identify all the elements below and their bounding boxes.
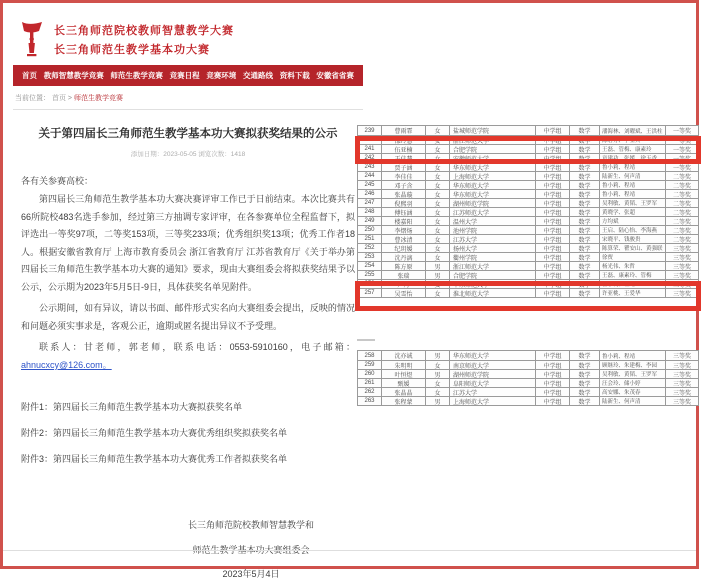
cell-group: 中学组 bbox=[536, 351, 570, 360]
attachment-3: 附件3：第四届长三角师范生教学基本功大赛优秀工作者拟获奖名单 bbox=[21, 454, 288, 465]
cell-no: 240 bbox=[358, 136, 382, 144]
cell-no: 258 bbox=[358, 351, 382, 360]
cell-group: 中学组 bbox=[536, 361, 570, 369]
breadcrumb bbox=[15, 93, 361, 103]
cell-gender: 女 bbox=[426, 235, 450, 243]
cell-group: 中学组 bbox=[536, 172, 570, 180]
nav-item-anhui-contest[interactable]: 安徽省省赛 bbox=[316, 71, 354, 80]
table-row bbox=[358, 207, 698, 216]
cell-gender: 女 bbox=[426, 226, 450, 234]
cell-award: 三等奖 bbox=[672, 390, 691, 397]
cell-school: 合肥学院 bbox=[450, 145, 536, 153]
cell-no: 242 bbox=[358, 154, 382, 162]
cell-subject: 数学 bbox=[570, 361, 600, 369]
cell-no: 255 bbox=[358, 271, 382, 279]
breadcrumb-separator: > bbox=[67, 95, 72, 102]
cell-school: 衢州学院 bbox=[450, 253, 536, 261]
cell-school: 浙江师范大学 bbox=[450, 136, 536, 144]
attachment-2: 附件2：第四届长三角师范生教学基本功大赛优秀组织奖拟获奖名单 bbox=[21, 428, 288, 439]
cell-award: 二等奖 bbox=[672, 219, 691, 226]
cell-advisors: 鲁小莉、程靖 bbox=[600, 280, 666, 288]
email-link[interactable]: ahnucxcy@126.com。 bbox=[21, 359, 112, 370]
cell-no: 247 bbox=[358, 199, 382, 207]
cell-subject: 数学 bbox=[570, 235, 600, 243]
cell-subject: 数学 bbox=[570, 226, 600, 234]
cell-school: 华东师范大学 bbox=[450, 190, 536, 198]
cell-gender: 女 bbox=[426, 208, 450, 216]
cell-name: 傅钰涵 bbox=[382, 208, 426, 216]
cell-group: 中学组 bbox=[536, 199, 570, 207]
cell-group: 中学组 bbox=[536, 136, 570, 144]
nav-item-environment[interactable]: 竞赛环境 bbox=[206, 71, 237, 80]
cell-gender: 男 bbox=[426, 351, 450, 360]
cell-advisors: 陆新生、何声清 bbox=[600, 397, 666, 405]
cell-gender: 女 bbox=[426, 172, 450, 180]
cell-advisors: 王磊、康素玲、管梅 bbox=[600, 271, 666, 279]
cell-gender: 女 bbox=[426, 126, 450, 135]
cell-group: 中学组 bbox=[536, 253, 570, 261]
table-row bbox=[358, 378, 698, 387]
cell-group: 中学组 bbox=[536, 244, 570, 252]
table-row bbox=[358, 135, 698, 144]
table-row bbox=[358, 288, 698, 297]
cell-school: 华东师范大学 bbox=[450, 181, 536, 189]
cell-subject: 数学 bbox=[570, 244, 600, 252]
breadcrumb-divider bbox=[13, 109, 363, 110]
cell-advisors: 黄晓学、张超 bbox=[600, 208, 666, 216]
signature-line2: 师范生教学基本功大赛组委会 bbox=[192, 544, 310, 555]
torch-icon bbox=[19, 21, 45, 57]
cell-school: 温州大学 bbox=[450, 217, 536, 225]
cell-award: 三等奖 bbox=[672, 282, 691, 289]
cell-no: 263 bbox=[358, 397, 382, 405]
cell-no: 253 bbox=[358, 253, 382, 261]
cell-school: 江苏师范大学 bbox=[450, 208, 536, 216]
cell-school: 南京师范大学 bbox=[450, 361, 536, 369]
cell-name: 邵玲慧 bbox=[382, 136, 426, 144]
cell-school: 湖州师范学院 bbox=[450, 199, 536, 207]
cell-name: 李熠炀 bbox=[382, 226, 426, 234]
cell-award: 二等奖 bbox=[672, 174, 691, 181]
cell-gender: 男 bbox=[426, 262, 450, 270]
cell-advisors: 方均斌 bbox=[600, 217, 666, 225]
cell-award: 一等奖 bbox=[672, 156, 691, 163]
cell-advisors: 吴利敏、黄韬、王罗军 bbox=[600, 370, 666, 378]
cell-name: 邓子含 bbox=[382, 181, 426, 189]
site-title-line1: 长三角师范院校教师智慧教学大赛 bbox=[54, 24, 234, 37]
cell-group: 中学组 bbox=[536, 145, 570, 153]
cell-subject: 数学 bbox=[570, 163, 600, 171]
cell-advisors: 宋晓平、钱骏贵 bbox=[600, 235, 666, 243]
cell-group: 中学组 bbox=[536, 226, 570, 234]
salutation: 各有关参赛高校： bbox=[21, 176, 94, 186]
cell-advisors: 汪会玲、储小婷 bbox=[600, 379, 666, 387]
cell-subject: 数学 bbox=[570, 271, 600, 279]
cell-school: 江苏大学 bbox=[450, 388, 536, 396]
cell-name: 朱明明 bbox=[382, 361, 426, 369]
cell-gender: 女 bbox=[426, 361, 450, 369]
cell-name: 沈亦诚 bbox=[382, 351, 426, 360]
cell-award: 一等奖 bbox=[672, 165, 691, 172]
cell-gender: 女 bbox=[426, 145, 450, 153]
cell-name: 叶恒煜 bbox=[382, 370, 426, 378]
cell-advisors: 吴利敏、黄韬、王罗军 bbox=[600, 199, 666, 207]
cell-school: 盐城师范学院 bbox=[450, 126, 536, 135]
award-table-2 bbox=[357, 350, 699, 406]
table-row bbox=[358, 234, 698, 243]
cell-award: 二等奖 bbox=[672, 237, 691, 244]
cell-name: 纪玥媛 bbox=[382, 244, 426, 252]
cell-school: 淮北师范大学 bbox=[450, 289, 536, 297]
cell-gender: 女 bbox=[426, 190, 450, 198]
table-row bbox=[358, 396, 698, 405]
cell-no: 262 bbox=[358, 388, 382, 396]
cell-award: 三等奖 bbox=[672, 372, 691, 379]
award-table-1 bbox=[357, 125, 699, 298]
cell-award: 二等奖 bbox=[672, 228, 691, 235]
cell-gender: 女 bbox=[426, 289, 450, 297]
cell-subject: 数学 bbox=[570, 199, 600, 207]
cell-gender: 女 bbox=[426, 379, 450, 387]
cell-gender: 女 bbox=[426, 181, 450, 189]
cell-advisors: 鲁小莉、程靖 bbox=[600, 163, 666, 171]
cell-school: 上海师范大学 bbox=[450, 172, 536, 180]
attachment-1: 附件1：第四届长三角师范生教学基本功大赛拟获奖名单 bbox=[21, 402, 243, 413]
cell-school: 浙江师范大学 bbox=[450, 262, 536, 270]
cell-subject: 数学 bbox=[570, 397, 600, 405]
site-title-line2: 长三角师范生教学基本功大赛 bbox=[54, 43, 210, 56]
cell-name: 张程蒙 bbox=[382, 397, 426, 405]
cell-no: 250 bbox=[358, 226, 382, 234]
nav-item-schedule[interactable]: 竞赛日程 bbox=[169, 71, 200, 80]
table-row bbox=[358, 252, 698, 261]
cell-advisors: 王启、陆心怡、李海燕 bbox=[600, 226, 666, 234]
table-row bbox=[358, 126, 698, 135]
cell-gender: 女 bbox=[426, 388, 450, 396]
signature-line1: 长三角师范院校教师智慧教学和 bbox=[187, 520, 314, 531]
cell-award: 三等奖 bbox=[672, 381, 691, 388]
cell-name: 贾子涵 bbox=[382, 163, 426, 171]
breadcrumb-label: 当前位置： bbox=[15, 95, 50, 102]
cell-school: 华东师范大学 bbox=[450, 351, 536, 360]
cell-name: 倪熙羽 bbox=[382, 199, 426, 207]
cell-advisors: 陈碧芬、李金其 bbox=[600, 136, 666, 144]
cell-award: 三等奖 bbox=[672, 291, 691, 298]
article bbox=[13, 125, 363, 586]
cell-group: 中学组 bbox=[536, 271, 570, 279]
contact-text: 联系人：甘老师，郭老师，联系电话：0553-5910160，电子邮箱： bbox=[39, 342, 355, 353]
breadcrumb-current: 师范生教学竞赛 bbox=[73, 95, 123, 102]
table-row bbox=[358, 243, 698, 252]
cell-school: 安徽师范大学 bbox=[450, 154, 536, 162]
cell-gender: 女 bbox=[426, 163, 450, 171]
cell-subject: 数学 bbox=[570, 145, 600, 153]
cell-subject: 数学 bbox=[570, 289, 600, 297]
cell-advisors: 鲁小莉、程靖 bbox=[600, 190, 666, 198]
cell-school: 上海师范大学 bbox=[450, 397, 536, 405]
cell-name: 张晶晶 bbox=[382, 388, 426, 396]
table-row bbox=[358, 171, 698, 180]
article-title: 关于第四届长三角师范生教学基本功大赛拟获奖结果的公示 bbox=[38, 128, 338, 140]
cell-advisors: 王磊、管梅、康素玲 bbox=[600, 145, 666, 153]
cell-gender: 女 bbox=[426, 280, 450, 288]
table-row bbox=[358, 369, 698, 378]
cell-subject: 数学 bbox=[570, 208, 600, 216]
cell-name: 陈方原 bbox=[382, 262, 426, 270]
cell-no: 252 bbox=[358, 244, 382, 252]
cell-no: 248 bbox=[358, 208, 382, 216]
cell-no: 239 bbox=[358, 126, 382, 135]
signature-line3: 2023年5月4日 bbox=[222, 569, 280, 580]
paragraph-contact bbox=[21, 339, 355, 374]
cell-school: 池州学院 bbox=[450, 226, 536, 234]
cell-subject: 数学 bbox=[570, 388, 600, 396]
cell-no: 259 bbox=[358, 361, 382, 369]
site-header bbox=[13, 11, 363, 65]
cell-group: 中学组 bbox=[536, 154, 570, 162]
cell-advisors: 鲁小莉、程靖 bbox=[600, 351, 666, 360]
cell-advisors: 章建功、张媛、徐玉香 bbox=[600, 154, 666, 162]
cell-award: 二等奖 bbox=[672, 183, 691, 190]
nav-item-home[interactable]: 首页 bbox=[22, 71, 37, 80]
breadcrumb-home[interactable]: 首页 bbox=[51, 95, 66, 102]
table-row bbox=[358, 216, 698, 225]
cell-gender: 女 bbox=[426, 244, 450, 252]
cell-award: 一等奖 bbox=[672, 138, 691, 145]
cell-name: 曹冰清 bbox=[382, 235, 426, 243]
cell-award: 二等奖 bbox=[672, 210, 691, 217]
cell-group: 中学组 bbox=[536, 163, 570, 171]
cell-award: 三等奖 bbox=[672, 264, 691, 271]
cell-name: 楼嘉阳 bbox=[382, 217, 426, 225]
cell-award: 三等奖 bbox=[672, 255, 691, 262]
cell-advisors: 杨光伟、朱哲 bbox=[600, 262, 666, 270]
cell-gender: 男 bbox=[426, 397, 450, 405]
cell-subject: 数学 bbox=[570, 253, 600, 261]
attachments bbox=[21, 400, 355, 465]
cell-no: 254 bbox=[358, 262, 382, 270]
nav-item-teacher-contest[interactable]: 教师智慧教学竞赛 bbox=[43, 71, 104, 80]
cell-no: 261 bbox=[358, 379, 382, 387]
cell-name: 曹雨霏 bbox=[382, 126, 426, 135]
table-row bbox=[358, 198, 698, 207]
nav-item-student-contest[interactable]: 师范生教学竞赛 bbox=[110, 71, 163, 80]
cell-advisors: 陆新生、何声清 bbox=[600, 172, 666, 180]
cell-no: 249 bbox=[358, 217, 382, 225]
cell-subject: 数学 bbox=[570, 351, 600, 360]
cell-subject: 数学 bbox=[570, 126, 600, 135]
cell-no: 241 bbox=[358, 145, 382, 153]
cell-advisors: 潘海林、刘曜斌、王洪柱 bbox=[600, 126, 666, 135]
cell-gender: 男 bbox=[426, 271, 450, 279]
paragraph-1: 第四届长三角师范生教学基本功大赛决赛评审工作已于日前结束。本次比赛共有66所院校483名选手参加，经过第三方抽调专家评审，在各参赛单位全程监督下，拟评选出一等奖97项，二等奖153项，三等奖233项；优秀组织奖13项；优秀工作者18人。根据安徽省教育厅 上海市教育委员会 浙江省教育厅 江苏省教育厅《关于举办第四届长三角师范生教学基本功大赛的通知》要求，现由大赛组委会将拟获奖结果予以公示，公示期为2023年5月5日-9日，具体获奖名单见附件。 bbox=[21, 194, 355, 292]
cell-subject: 数学 bbox=[570, 379, 600, 387]
announcement-page bbox=[13, 11, 363, 586]
cell-advisors: 许亚桃、王爱华 bbox=[600, 289, 666, 297]
cell-name: 李佳佳 bbox=[382, 172, 426, 180]
cell-group: 中学组 bbox=[536, 190, 570, 198]
paragraph-2: 公示期间，如有异议，请以书面、邮件形式实名向大赛组委会提出，反映的情况和问题必须实事求是，客观公正，逾期或匿名提出异议不予受理。 bbox=[21, 303, 355, 331]
table-gap-dash bbox=[357, 339, 375, 341]
cell-award: 三等奖 bbox=[672, 354, 691, 360]
nav-item-downloads[interactable]: 资料下载 bbox=[279, 71, 310, 80]
cell-award: 三等奖 bbox=[672, 363, 691, 370]
table-row bbox=[358, 387, 698, 396]
cell-award: 一等奖 bbox=[672, 129, 691, 135]
cell-name: 张瑞 bbox=[382, 271, 426, 279]
cell-no: 260 bbox=[358, 370, 382, 378]
cell-name: 甄媛 bbox=[382, 379, 426, 387]
table-row bbox=[358, 351, 698, 360]
article-meta: 添加日期：2023-05-05 浏览次数：1418 bbox=[130, 151, 246, 158]
table-row bbox=[358, 225, 698, 234]
cell-school: 江苏大学 bbox=[450, 235, 536, 243]
cell-gender: 女 bbox=[426, 154, 450, 162]
page-bottom-divider bbox=[3, 550, 696, 551]
cell-no: 246 bbox=[358, 190, 382, 198]
cell-award: 二等奖 bbox=[672, 192, 691, 199]
cell-group: 中学组 bbox=[536, 217, 570, 225]
cell-school: 华东师范大学 bbox=[450, 163, 536, 171]
cell-gender: 女 bbox=[426, 217, 450, 225]
cell-name: 吴雪怡 bbox=[382, 289, 426, 297]
cell-group: 中学组 bbox=[536, 388, 570, 396]
cell-group: 中学组 bbox=[536, 370, 570, 378]
cell-advisors: 徐贾 bbox=[600, 253, 666, 261]
cell-group: 中学组 bbox=[536, 397, 570, 405]
cell-subject: 数学 bbox=[570, 154, 600, 162]
cell-name: 严丹 bbox=[382, 280, 426, 288]
cell-gender: 女 bbox=[426, 199, 450, 207]
cell-award: 三等奖 bbox=[672, 399, 691, 406]
table-row bbox=[358, 279, 698, 288]
cell-gender: 女 bbox=[426, 253, 450, 261]
cell-award: 三等奖 bbox=[672, 273, 691, 280]
cell-no: 244 bbox=[358, 172, 382, 180]
cell-subject: 数学 bbox=[570, 136, 600, 144]
cell-advisors: 高安娜、朱茂春 bbox=[600, 388, 666, 396]
cell-school: 扬州大学 bbox=[450, 244, 536, 252]
table-row bbox=[358, 360, 698, 369]
cell-advisors: 顾继玲、朱建梅、李园 bbox=[600, 361, 666, 369]
table-row bbox=[358, 153, 698, 162]
table-row bbox=[358, 270, 698, 279]
award-tables-panel bbox=[355, 3, 701, 572]
cell-name: 沈丹漓 bbox=[382, 253, 426, 261]
cell-no: 251 bbox=[358, 235, 382, 243]
cell-subject: 数学 bbox=[570, 172, 600, 180]
cell-no: 243 bbox=[358, 163, 382, 171]
table-row bbox=[358, 180, 698, 189]
cell-name: 张晶璇 bbox=[382, 190, 426, 198]
cell-school: 湖州师范学院 bbox=[450, 370, 536, 378]
cell-award: 三等奖 bbox=[672, 246, 691, 253]
cell-group: 中学组 bbox=[536, 126, 570, 135]
cell-subject: 数学 bbox=[570, 181, 600, 189]
cell-gender: 男 bbox=[426, 370, 450, 378]
table-row bbox=[358, 261, 698, 270]
cell-name: 伍亚楠 bbox=[382, 145, 426, 153]
nav-item-traffic[interactable]: 交通路线 bbox=[243, 71, 274, 80]
cell-group: 中学组 bbox=[536, 289, 570, 297]
cell-gender: 女 bbox=[426, 136, 450, 144]
cell-school: 华东师范大学 bbox=[450, 280, 536, 288]
table-row bbox=[358, 189, 698, 198]
cell-no: 245 bbox=[358, 181, 382, 189]
cell-no: 256 bbox=[358, 280, 382, 288]
cell-subject: 数学 bbox=[570, 262, 600, 270]
table-row bbox=[358, 162, 698, 171]
cell-school: 合肥学院 bbox=[450, 271, 536, 279]
cell-subject: 数学 bbox=[570, 190, 600, 198]
cell-group: 中学组 bbox=[536, 280, 570, 288]
cell-group: 中学组 bbox=[536, 181, 570, 189]
site-titles bbox=[54, 22, 234, 57]
table-row bbox=[358, 144, 698, 153]
cell-subject: 数学 bbox=[570, 370, 600, 378]
cell-school: 阜阳师范大学 bbox=[450, 379, 536, 387]
cell-group: 中学组 bbox=[536, 262, 570, 270]
cell-subject: 数学 bbox=[570, 217, 600, 225]
cell-name: 王佳慧 bbox=[382, 154, 426, 162]
cell-no: 257 bbox=[358, 289, 382, 297]
main-navbar bbox=[13, 65, 363, 86]
cell-group: 中学组 bbox=[536, 208, 570, 216]
cell-award: 二等奖 bbox=[672, 201, 691, 208]
cell-advisors: 陈算荣、瞿安山、黄强联 bbox=[600, 244, 666, 252]
cell-group: 中学组 bbox=[536, 235, 570, 243]
cell-award: 一等奖 bbox=[672, 147, 691, 154]
cell-group: 中学组 bbox=[536, 379, 570, 387]
cell-subject: 数学 bbox=[570, 280, 600, 288]
cell-advisors: 鲁小莉、程靖 bbox=[600, 181, 666, 189]
